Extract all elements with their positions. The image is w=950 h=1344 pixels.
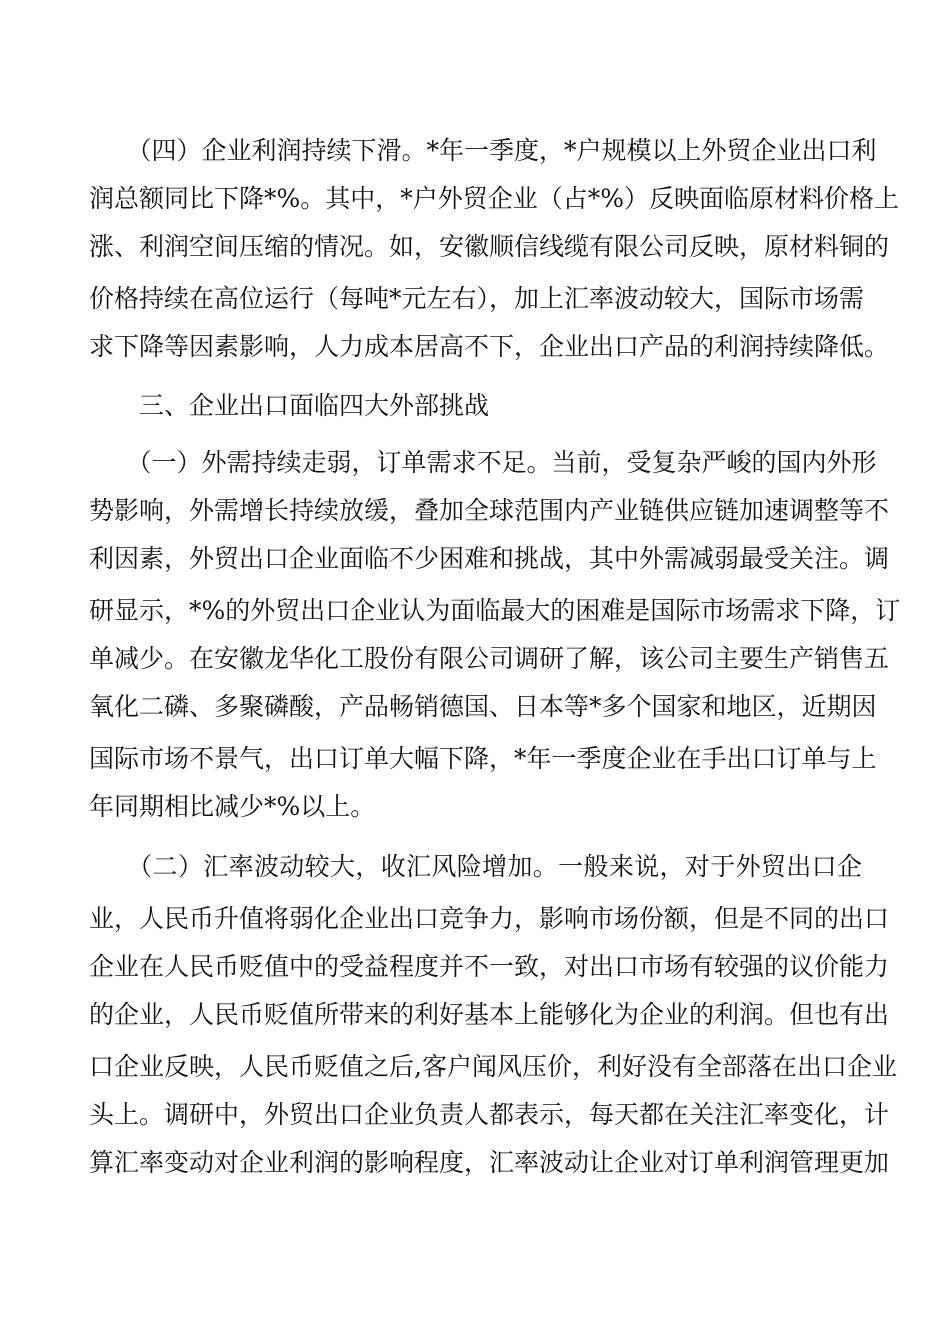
paragraph-1-line-2: 势影响，外需增长持续放缓，叠加全球范围内产业链供应链加速调整等不 [89,496,890,525]
paragraph-1-line-1: （一）外需持续走弱，订单需求不足。当前，受复杂严峻的国内外形 [89,448,877,477]
paragraph-1-line-8: 年同期相比减少*%以上。 [89,792,376,821]
paragraph-2-line-2: 业，人民币升值将弱化企业出口竞争力，影响市场份额，但是不同的出口 [89,904,890,933]
paragraph-4-line-1: （四）企业利润持续下滑。*年一季度，*户规模以上外贸企业出口利 [89,136,877,165]
paragraph-2-line-6: 头上。调研中，外贸出口企业负责人都表示，每天都在关注汇率变化，计 [89,1100,890,1129]
section-heading-3: 三、企业出口面临四大外部挑战 [89,391,490,420]
paragraph-4-line-2: 润总额同比下降*%。其中，*户外贸企业（占*%）反映面临原材料价格上 [89,184,900,213]
paragraph-4-line-3: 涨、利润空间压缩的情况。如，安徽顺信线缆有限公司反映，原材料铜的 [89,232,890,261]
paragraph-2-line-4: 的企业，人民币贬值所带来的利好基本上能够化为企业的利润。但也有出 [89,1000,890,1029]
paragraph-1-line-7: 国际市场不景气，出口订单大幅下降，*年一季度企业在手出口订单与上 [89,744,877,773]
paragraph-4-line-4: 价格持续在高位运行（每吨*元左右），加上汇率波动较大，国际市场需 [89,284,865,313]
paragraph-2-line-5: 口企业反映，人民币贬值之后,客户闻风压价，利好没有全部落在出口企业 [89,1052,897,1081]
paragraph-4-line-5: 求下降等因素影响，人力成本居高不下，企业出口产品的利润持续降低。 [89,332,890,361]
paragraph-2-line-7: 算汇率变动对企业利润的影响程度，汇率波动让企业对订单利润管理更加 [89,1148,890,1177]
paragraph-1-line-6: 氧化二磷、多聚磷酸，产品畅销德国、日本等*多个国家和地区，近期因 [89,692,877,721]
paragraph-1-line-5: 单减少。在安徽龙华化工股份有限公司调研了解，该公司主要生产销售五 [89,644,890,673]
paragraph-2-line-3: 企业在人民币贬值中的受益程度并不一致，对出口市场有较强的议价能力 [89,952,890,981]
paragraph-2-line-1: （二）汇率波动较大，收汇风险增加。一般来说，对于外贸出口企 [89,852,862,881]
paragraph-1-line-3: 利因素，外贸出口企业面临不少困难和挑战，其中外需减弱最受关注。调 [89,544,890,573]
paragraph-1-line-4: 研显示，*%的外贸出口企业认为面临最大的困难是国际市场需求下降，订 [89,596,901,625]
